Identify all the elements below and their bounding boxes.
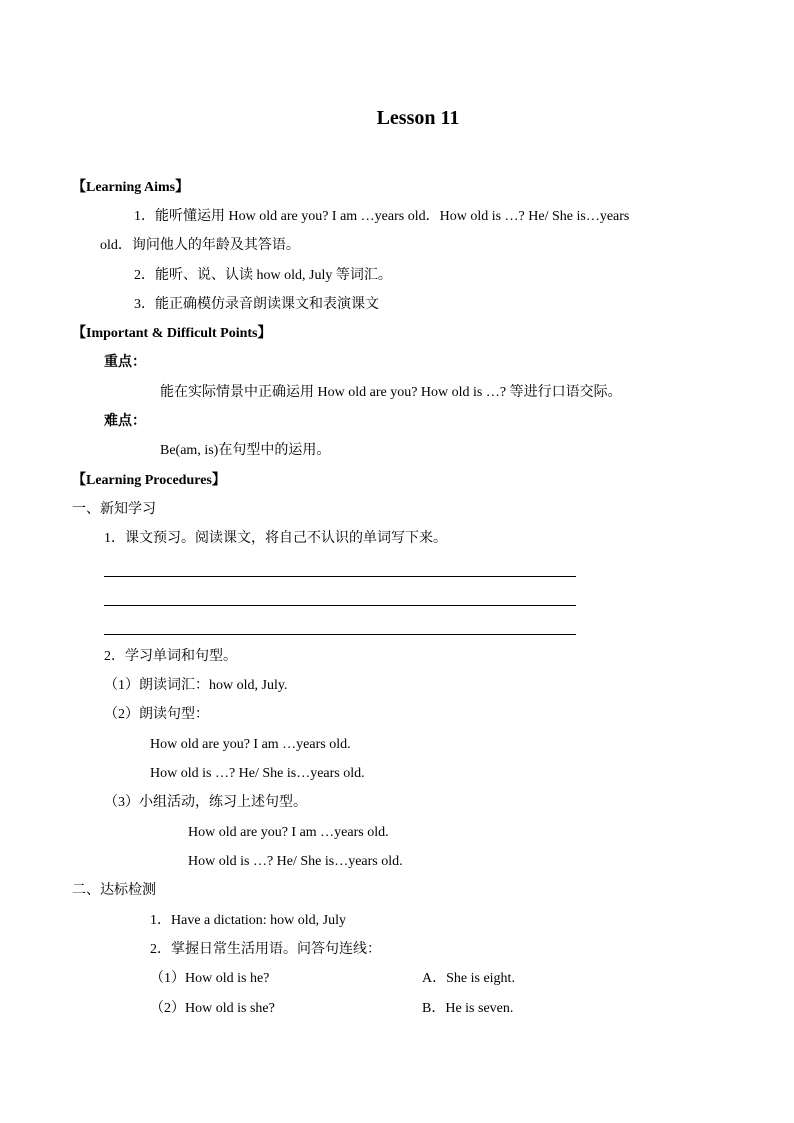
answer-b: B．He is seven. [422, 1001, 514, 1016]
blank-line-2[interactable] [104, 605, 576, 606]
blank-line-3[interactable] [104, 634, 576, 635]
test-item-2: 2．掌握日常生活用语。问答句连线： [150, 942, 381, 957]
aim-item-3: 3．能正确模仿录音朗读课文和表演课文 [134, 297, 379, 312]
aim-item-1-line-1: 1．能听懂运用 How old are you? I am …years old．How old is …? He/ She is…years [134, 209, 630, 224]
learning-aims-heading: 【Learning Aims】 [72, 180, 190, 195]
procedures-heading: 【Learning Procedures】 [72, 473, 226, 488]
aim-item-2: 2．能听、说、认读 how old, July 等词汇。 [134, 268, 392, 283]
test-item-1: 1．Have a dictation: how old, July [150, 913, 346, 928]
key-point-text: 能在实际情景中正确运用 How old are you? How old is …? 等进行口语交际。 [160, 385, 622, 400]
lesson-title: Lesson 11 [376, 107, 460, 129]
blank-line-1[interactable] [104, 576, 576, 577]
aim-item-1-line-2: old．询问他人的年龄及其答语。 [100, 238, 300, 253]
sub-step-3: （3）小组活动，练习上述句型。 [104, 795, 307, 810]
step-2: 2．学习单词和句型。 [104, 649, 237, 664]
sub-step-2: （2）朗读句型： [104, 707, 209, 722]
step-1: 1．课文预习。阅读课文，将自己不认识的单词写下来。 [104, 531, 447, 546]
difficult-point-label: 难点： [104, 414, 146, 429]
key-point-label: 重点： [104, 355, 146, 370]
sub-step-2-sentence-1: How old are you? I am …years old. [150, 737, 351, 752]
question-2: （2）How old is she? [150, 1001, 275, 1016]
answer-a: A．She is eight. [422, 971, 515, 986]
points-heading: 【Important & Difficult Points】 [72, 326, 272, 341]
sub-step-3-sentence-1: How old are you? I am …years old. [188, 825, 389, 840]
sub-step-3-sentence-2: How old is …? He/ She is…years old. [188, 854, 403, 869]
sub-step-1: （1）朗读词汇：how old, July. [104, 678, 288, 693]
section-2-heading: 二、达标检测 [72, 883, 156, 898]
section-1-heading: 一、新知学习 [72, 502, 156, 517]
question-1: （1）How old is he? [150, 971, 270, 986]
difficult-point-text: Be(am, is)在句型中的运用。 [160, 443, 331, 458]
sub-step-2-sentence-2: How old is …? He/ She is…years old. [150, 766, 365, 781]
